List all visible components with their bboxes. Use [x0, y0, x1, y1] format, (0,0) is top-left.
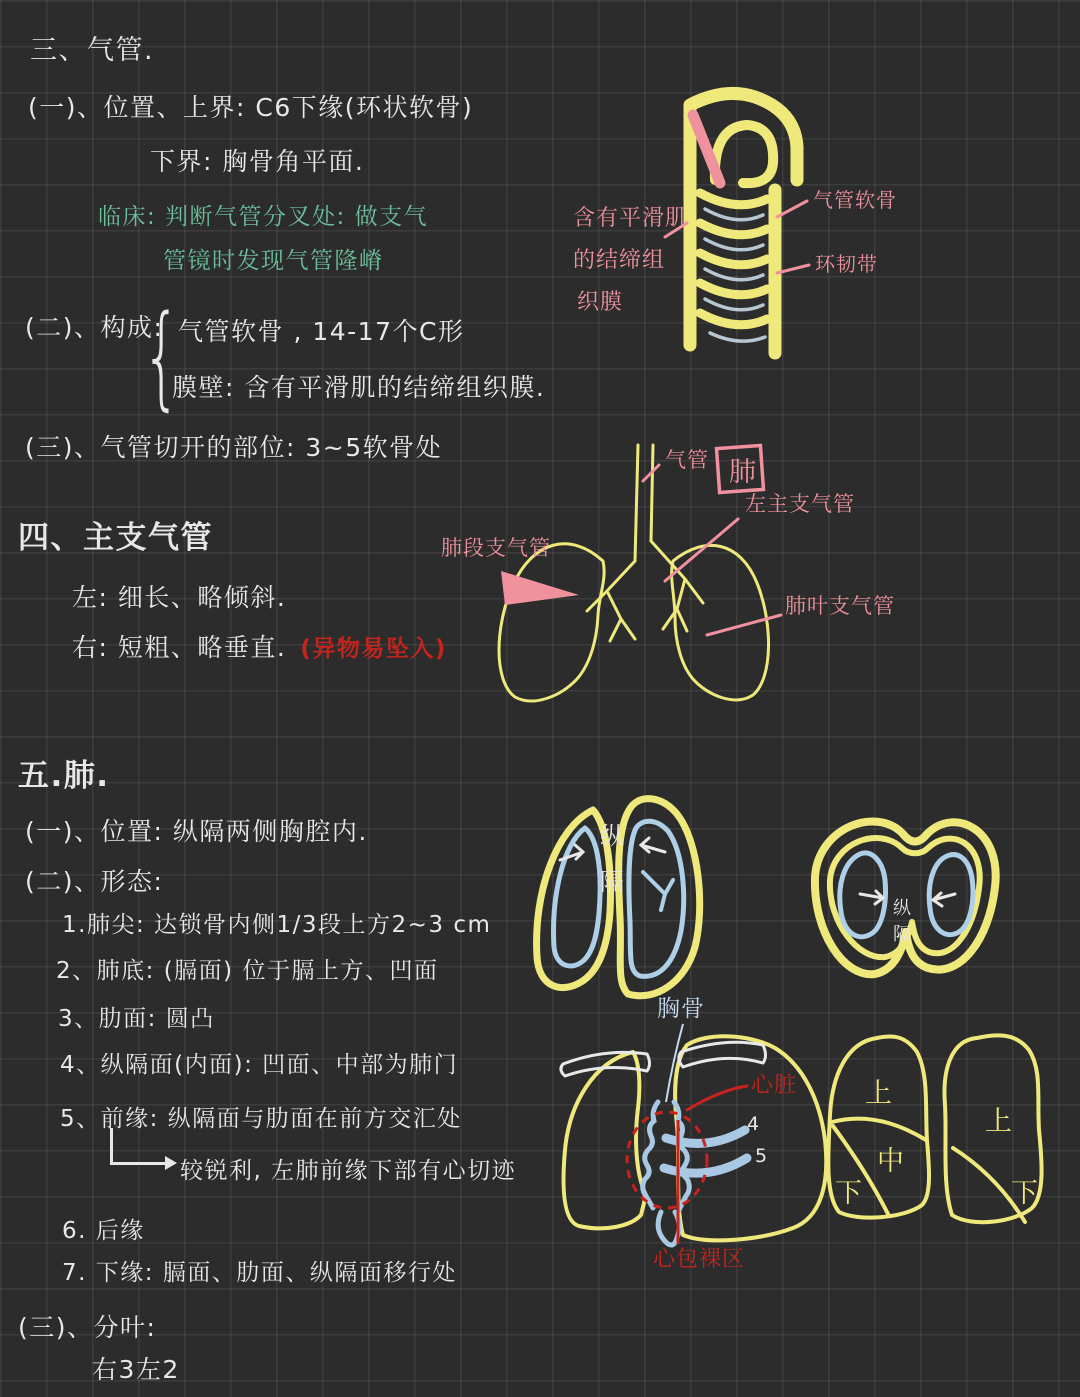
rib4-number: 4	[747, 1113, 761, 1135]
sec5-anterior-note: 较锐利, 左肺前缘下部有心切迹	[180, 1158, 517, 1184]
sec4-title: 四、主支气管	[18, 520, 213, 556]
label-segmental-bronchus: 肺段支气管	[441, 536, 551, 560]
xiphoid-process	[658, 1212, 679, 1245]
annular-ligament-line	[705, 209, 763, 220]
thorax-and-lobes-drawing	[535, 990, 1080, 1290]
label-smooth-muscle-line1: 含有平滑肌	[573, 206, 689, 231]
left-lower-lobe-label: 下	[1011, 1178, 1039, 1209]
sec5-item-inferior: 7. 下缘: 膈面、肋面、纵隔面移行处	[62, 1260, 457, 1286]
sec5-item-base: 2、肺底: (膈面) 位于膈上方、凹面	[56, 958, 439, 984]
trachea-ring	[700, 193, 767, 205]
sec5-item-mediastinal: 4、纵隔面(内面): 凹面、中部为肺门	[60, 1052, 459, 1078]
right-bronchi-branches	[587, 561, 635, 641]
trachea-top-loop	[715, 125, 773, 183]
annular-ligament-line	[710, 333, 765, 341]
axial-mediastinum-char2: 隔	[893, 924, 912, 945]
sec4-right-text: 右: 短粗、略垂直.	[72, 633, 287, 662]
sec5-item-posterior: 6. 后缘	[62, 1218, 145, 1244]
right-lower-lobe-label: 下	[835, 1178, 863, 1209]
sec3-clinical-line1: 临床: 判断气管分叉处: 做支气	[98, 204, 429, 230]
leader-line	[777, 265, 809, 273]
sec4-right-line	[72, 628, 447, 664]
label-tracheal-cartilage: 气管软骨	[813, 188, 897, 212]
sec5-location: (一)、位置: 纵隔两侧胸腔内.	[25, 817, 368, 846]
sec3-incision-line: (三)、气管切开的部位: 3~5软骨处	[25, 433, 443, 462]
arrow-to-mediastinum-right	[641, 838, 665, 852]
rib5-number: 5	[755, 1145, 769, 1167]
trachea-ring	[700, 253, 767, 265]
sec4-right-note: (异物易坠入)	[300, 636, 447, 662]
trachea-ring	[700, 313, 767, 325]
axial-arrow-left	[860, 891, 883, 904]
heart-label: 心脏	[751, 1073, 798, 1098]
sec3-position-upper: (一)、位置、上界: C6下缘(环状软骨)	[28, 93, 474, 122]
bronchial-tree-drawing	[435, 443, 915, 713]
label-lobar-bronchus: 肺叶支气管	[785, 594, 895, 618]
left-upper-lobe-label: 上	[985, 1106, 1013, 1137]
trachea-ring	[700, 283, 767, 295]
label-lung-boxed: 肺	[729, 457, 757, 488]
thorax-left-lung-outline	[564, 1052, 646, 1228]
pericardium-note: 心包裸区	[653, 1247, 746, 1272]
trachea-drawing	[565, 85, 995, 375]
right-middle-lobe-label: 中	[877, 1146, 905, 1177]
sternum-label: 胸骨	[657, 996, 705, 1022]
sec3-title: 三、气管.	[30, 35, 155, 66]
sec5-title: 五.肺.	[18, 758, 110, 794]
axial-arrow-right	[933, 893, 955, 906]
annular-ligament-line	[705, 299, 763, 310]
sec5-lobes-label: (三)、分叶:	[18, 1313, 157, 1342]
right-clavicle	[679, 1042, 766, 1067]
leader-line	[707, 615, 781, 635]
label-trachea: 气管	[665, 448, 709, 472]
sec3-composition-item2: 膜壁: 含有平滑肌的结缔组织膜.	[172, 373, 546, 402]
heart-leader	[687, 1086, 747, 1110]
brace-glyph: {	[142, 292, 182, 422]
label-annular-ligament: 环韧带	[815, 252, 878, 276]
lungs-front-and-axial-drawing	[515, 782, 1025, 1007]
axial-mediastinum-char1: 纵	[893, 898, 912, 919]
front-right-lung-blue	[629, 821, 684, 976]
thorax-right-lung-outline	[675, 1036, 826, 1240]
sec5-item-costal: 3、肋面: 圆凸	[58, 1006, 215, 1032]
right-upper-lobe-label: 上	[865, 1078, 893, 1109]
sec5-item-anterior: 5、前缘: 纵隔面与肋面在前方交汇处	[60, 1106, 462, 1132]
right-lung-sketch	[499, 544, 604, 701]
front-mediastinum-char1: 纵	[600, 822, 625, 850]
annular-ligament-line	[705, 239, 763, 250]
front-bronchi-detail	[643, 872, 673, 910]
sternum-left-edge	[643, 1102, 658, 1208]
sec3-position-lower: 下界: 胸骨角平面.	[150, 147, 365, 176]
annular-ligament-line	[705, 269, 763, 280]
sec3-composition-item1: 气管软骨 , 14-17个C形	[178, 317, 465, 346]
horizontal-fissure	[832, 1119, 926, 1140]
trachea-ring	[700, 223, 767, 235]
front-mediastinum-char2: 隔	[600, 868, 625, 896]
sec4-left-line: 左: 细长、略倾斜.	[72, 583, 287, 612]
trachea-sketch	[635, 445, 638, 561]
sec5-shape-label: (二)、形态:	[25, 867, 164, 896]
sec5-item-apex: 1.肺尖: 达锁骨内侧1/3段上方2~3 cm	[62, 912, 492, 938]
elbow-arrow-icon	[110, 1128, 165, 1165]
label-left-main-bronchus: 左主支气管	[745, 492, 855, 516]
label-smooth-muscle-line3: 织膜	[577, 290, 624, 315]
sec5-lobes-value: 右3左2	[92, 1355, 180, 1384]
trachea-sketch	[651, 445, 653, 541]
segmental-pointer	[501, 571, 579, 605]
label-smooth-muscle-line2: 的结缔组	[573, 248, 666, 273]
sec3-clinical-line2: 管镜时发现气管隆嵴	[163, 248, 384, 274]
sec3-composition-label: (二)、构成:	[25, 313, 164, 342]
